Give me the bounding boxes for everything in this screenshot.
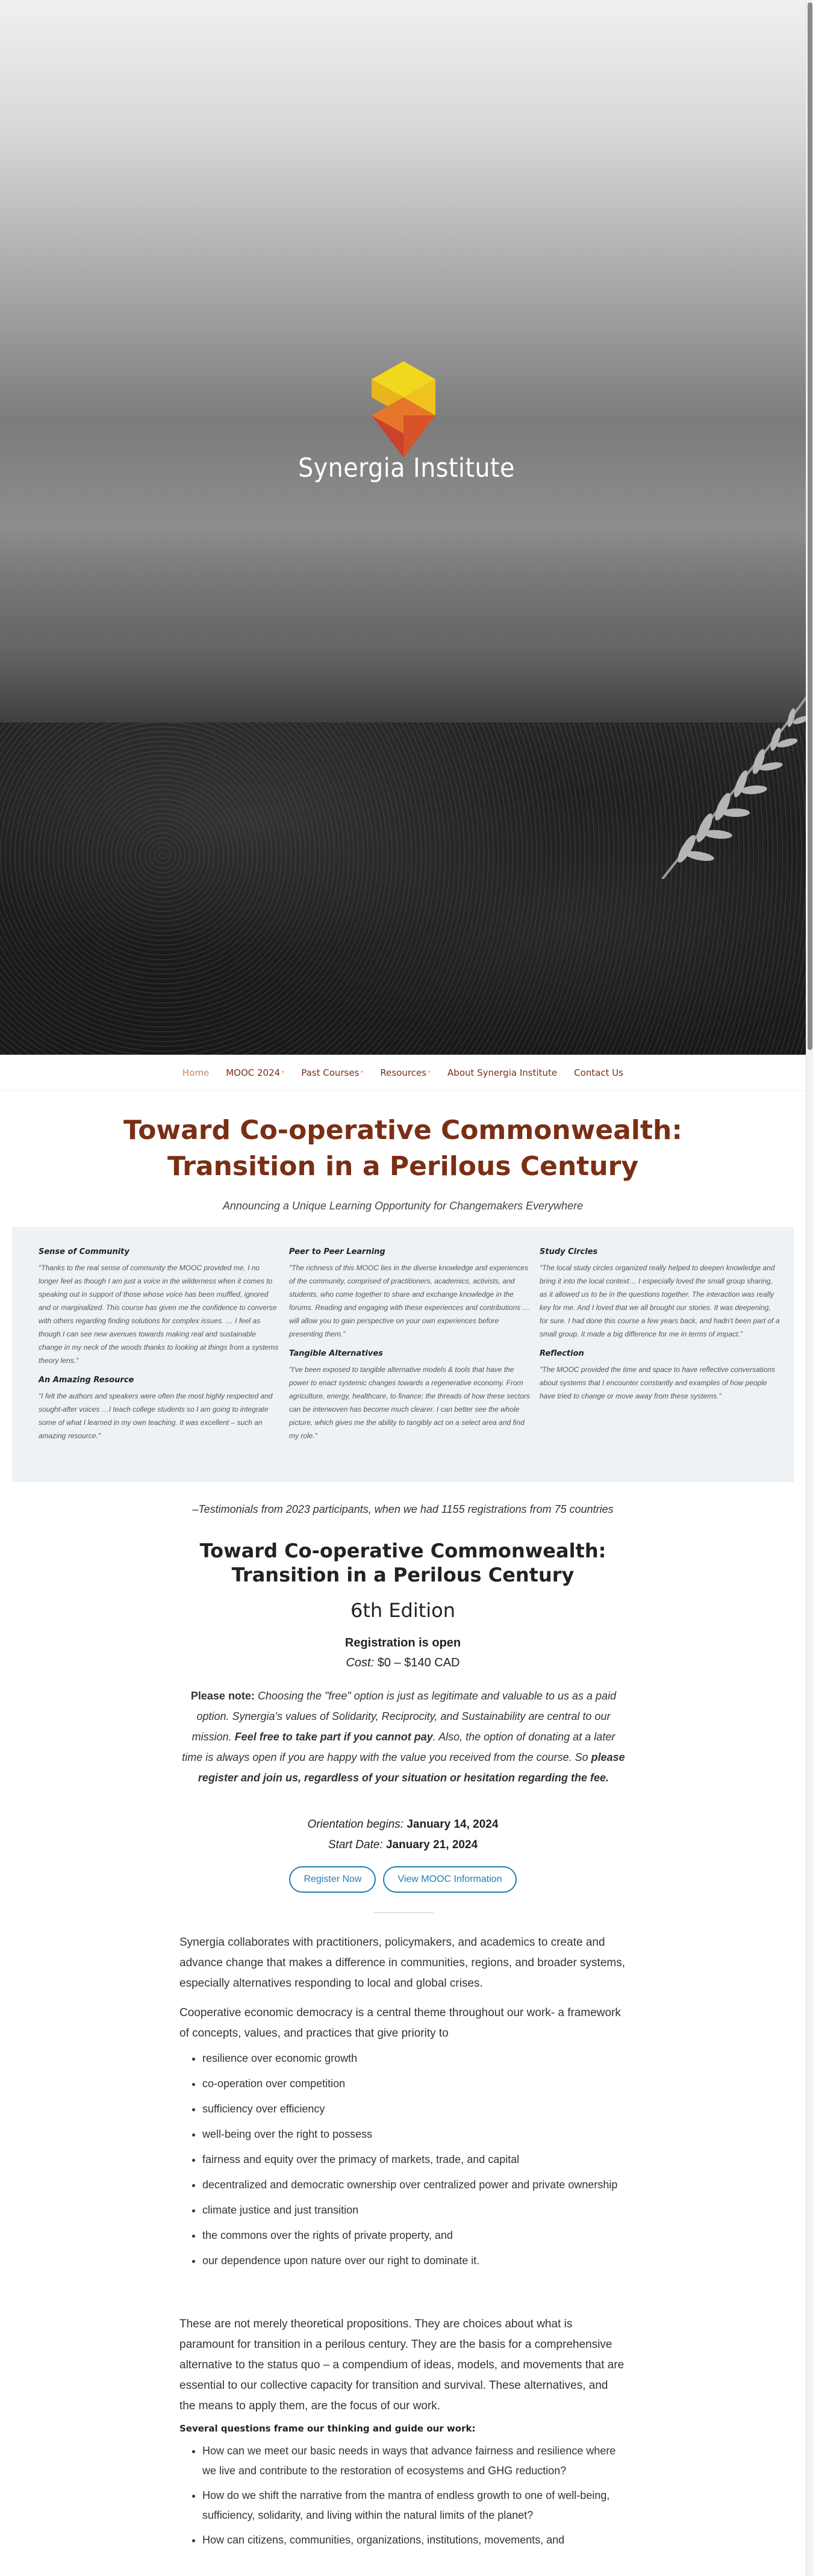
testimonial-quote: "The richness of this MOOC lies in the diverse knowledge and experiences of the community, comprised of practitioners, academics, activists, and students, who come together to share and exchange knowledge in the forums. Reading and engaging with these experiences and contributions … will allow you to gain perspective on your own experiences before presenting them." — [289, 1264, 530, 1338]
nav-item-past-courses[interactable]: Past Courses ˅ — [301, 1067, 364, 1078]
list-item: • How can we meet our basic needs in ways that advance fairness and resilience where we live and contribute to the restoration of ecosystems and GHG reduction? — [202, 2441, 624, 2481]
page-scrollbar[interactable] — [806, 0, 813, 2576]
testimonial-heading: Tangible Alternatives — [289, 1349, 383, 1358]
testimonial-column-3 — [540, 1247, 780, 1411]
announcement-text: Announcing a Unique Learning Opportunity for Changemakers Everywhere — [222, 1200, 584, 1212]
site-title[interactable]: Synergia Institute — [298, 453, 515, 483]
payment-note — [181, 1686, 626, 1788]
orientation-date-line: Orientation begins: January 14, 2024 — [307, 1818, 499, 1831]
chevron-down-icon: ˅ — [360, 1070, 364, 1078]
testimonial-quote: "I felt the authors and speakers were often the most highly respected and sought-after voices …I teach college students so I am going to integrate some of what I learned in my own teaching. It was excellent – such an amazing resource." — [39, 1392, 273, 1440]
fern-leaf-image — [650, 680, 813, 879]
priorities-list — [202, 2049, 624, 2277]
nav-item-resources[interactable]: Resources ˅ — [380, 1067, 431, 1078]
testimonials-caption: –Testimonials from 2023 participants, when we had 1155 registrations from 75 countries — [192, 1503, 614, 1515]
list-item: • How can citizens, communities, organizations, institutions, movements, and — [202, 2530, 624, 2550]
testimonials-panel — [12, 1227, 794, 1482]
testimonial-heading: Peer to Peer Learning — [289, 1247, 385, 1256]
cost-line — [0, 1656, 806, 1670]
list-item: • resilience over economic growth — [202, 2049, 624, 2068]
testimonial-quote: "I've been exposed to tangible alternative models & tools that have the power to enact systemic changes towards a regenerative economy. From agriculture, energy, healthcare, to finance; the threads of how these sectors can be interwoven has become much clearer. I can better see the whole picture, which gives me the ability to tangibly act on a select area and find my role." — [289, 1365, 531, 1440]
testimonial-heading: Reflection — [540, 1349, 584, 1358]
testimonial-quote: "The MOOC provided the time and space to have reflective conversations about systems that I encounter constantly and examples of how people have tried to change or move away from these systems." — [540, 1365, 776, 1400]
view-mooc-info-button[interactable]: View MOOC Information — [383, 1866, 516, 1893]
testimonial-column-1 — [39, 1247, 279, 1451]
alternatives-paragraph: These are not merely theoretical propositions. They are choices about what is paramount for transition in a perilous century. They are the basis for a comprehensive alternative to the status quo – a compendium of ideas, models, and movements that are essential to our collective capacity for transition and survival. These alternatives, and the means to apply them, are the focus of our work. — [179, 2318, 625, 2412]
list-item: • well-being over the right to possess — [202, 2125, 624, 2144]
synergia-logo-icon — [364, 361, 443, 458]
testimonial-quote: "Thanks to the real sense of community the MOOC provided me, I no longer feel as though I am just a voice in the wilderness when it comes to speaking out in support of those whose voice has been muffled, ignored and or marginalized. This course has given me the confidence to converse with others regarding finding solutions for complex issues. … I feel as though I can see new avenues towards making real and sustainable change in my neck of the woods thanks to looking at things from a systems theory lens." — [39, 1264, 279, 1365]
chevron-down-icon: ˅ — [281, 1070, 285, 1078]
testimonial-quote: "The local study circles organized really helped to deepen knowledge and bring it into the local context… I especially loved the small group sharing, as it allowed us to be in the questions together. The interaction was really key for me. And I loved that we all brought our stories. It was deepening, for sure. I had done this course a few years back, and hadn't been part of a small group. It made a big difference for me in terms of impact." — [540, 1264, 780, 1338]
headline-line-2: Transition in a Perilous Century — [167, 1151, 639, 1182]
chevron-down-icon: ˅ — [428, 1070, 431, 1078]
testimonial-heading: An Amazing Resource — [39, 1376, 134, 1385]
testimonial-heading: Study Circles — [540, 1247, 598, 1256]
list-item: • climate justice and just transition — [202, 2201, 624, 2220]
headline-line-1: Toward Co-operative Commonwealth: — [123, 1115, 682, 1146]
democracy-paragraph: Cooperative economic democracy is a central theme throughout our work- a framework of concepts, values, and practices that give priority to — [179, 2006, 621, 2040]
hero-banner — [0, 0, 813, 1055]
testimonial-column-2 — [289, 1247, 530, 1451]
course-title — [0, 1539, 806, 1587]
note-emphasis-1: Feel free to take part if you cannot pay — [234, 1731, 433, 1743]
page-headline — [0, 1113, 806, 1185]
list-item: • sufficiency over efficiency — [202, 2100, 624, 2118]
cost-value: $0 – $140 CAD — [377, 1656, 460, 1669]
start-date-line: Start Date: January 21, 2024 — [328, 1839, 478, 1851]
list-item: • How do we shift the narrative from the mantra of endless growth to one of well-being, sufficiency, solidarity, and living within the natural limits of the planet? — [202, 2486, 624, 2525]
note-text-2: . Also, the option of donating at a later time is always open if you are happy with the value you received from the course. So — [182, 1731, 615, 1763]
list-item: • our dependence upon nature over our right to dominate it. — [202, 2252, 624, 2270]
nav-item-home[interactable]: Home — [182, 1067, 210, 1078]
nav-item-contact[interactable]: Contact Us — [574, 1067, 624, 1078]
register-now-button[interactable]: Register Now — [289, 1866, 376, 1893]
note-text-1: Choosing the "free" option is just as legitimate and valuable to us as a paid option. Synergia's values of Solidarity, Reciprocity, and Sustainability are central to our mission. — [192, 1690, 617, 1743]
course-title-line-1: Toward Co-operative Commonwealth: — [199, 1539, 606, 1562]
note-emphasis-2: please register and join us, regardless of your situation or hesitation regarding the fee. — [198, 1751, 625, 1784]
list-item: • decentralized and democratic ownership over centralized power and private ownership — [202, 2176, 624, 2194]
note-label: Please note: — [190, 1690, 255, 1702]
registration-status: Registration is open — [344, 1636, 461, 1650]
nav-item-about[interactable]: About Synergia Institute — [447, 1067, 558, 1078]
questions-list — [202, 2441, 624, 2555]
scrollbar-thumb[interactable] — [808, 2, 812, 1050]
list-item: • fairness and equity over the primacy of markets, trade, and capital — [202, 2150, 624, 2169]
course-dates — [0, 1814, 806, 1855]
main-navigation — [0, 1055, 806, 1091]
testimonial-heading: Sense of Community — [39, 1247, 129, 1256]
intro-paragraph: Synergia collaborates with practitioners, policymakers, and academics to create and advance change that makes a difference in communities, regions, and broader systems, especially alternatives responding to local and global crises. — [179, 1936, 625, 1990]
list-item: • the commons over the rights of private property, and — [202, 2226, 624, 2245]
nav-item-mooc-2024[interactable]: MOOC 2024 ˅ — [226, 1067, 285, 1078]
section-divider — [373, 1912, 434, 1913]
questions-heading: Several questions frame our thinking and guide our work: — [179, 2423, 476, 2434]
cost-label: Cost: — [346, 1656, 375, 1669]
edition-label: 6th Edition — [350, 1599, 456, 1622]
cta-buttons — [0, 1866, 806, 1893]
list-item: • co-operation over competition — [202, 2075, 624, 2093]
course-title-line-2: Transition in a Perilous Century — [231, 1563, 575, 1586]
